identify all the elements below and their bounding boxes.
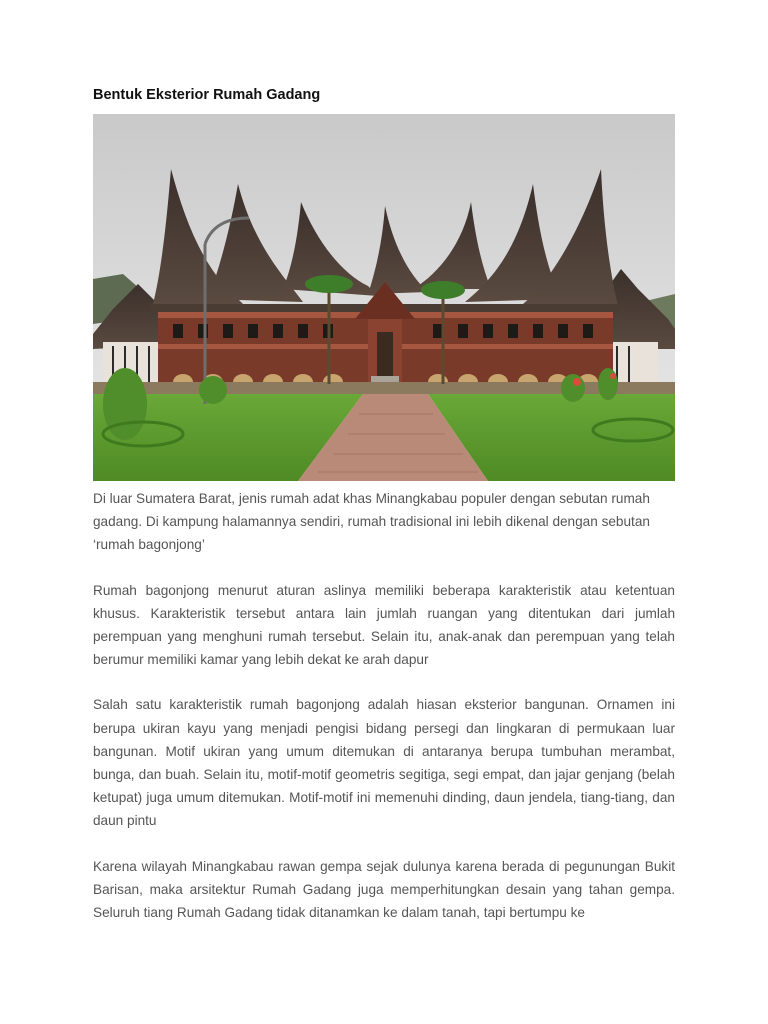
paragraph-2: Rumah bagonjong menurut aturan aslinya memiliki beberapa karakteristik atau ketentuan khusus. Karakteristik tersebut antara lain jumlah ruangan yang ditentukan dari jumlah perempuan yang menghuni rumah tersebut. Selain itu, anak-anak dan perempuan yang telah berumur memiliki kamar yang lebih dekat ke arah dapur: [93, 582, 675, 668]
paragraph-3: Salah satu karakteristik rumah bagonjong adalah hiasan eksterior bangunan. Ornamen ini berupa ukiran kayu yang menjadi pengisi bidang persegi dan lingkaran di permukaan luar bangunan. Motif ukiran yang umum ditemukan di antaranya berupa tumbuhan merambat, bunga, dan buah. Selain itu, motif-motif geometris segitiga, segi empat, dan jajar genjang (belah ketupat) juga umum ditemukan. Motif-motif ini memenuhi dinding, daun jendela, tiang-tiang, dan daun pintu: [93, 697, 675, 829]
paragraph-4: Karena wilayah Minangkabau rawan gempa sejak dulunya karena berada di pegunungan Bukit Barisan, maka arsitektur Rumah Gadang juga memperhitungkan desain yang tahan gempa. Seluruh tiang Rumah Gadang tidak ditanamkan ke dalam tanah, tapi bertumpu ke: [93, 858, 675, 921]
paragraph-1: Di luar Sumatera Barat, jenis rumah adat khas Minangkabau populer dengan sebutan rumah gadang. Di kampung halamannya sendiri, rumah tradisional ini lebih dikenal dengan sebutan ‘rumah bagonjong’: [93, 491, 650, 553]
document-page: [93, 84, 675, 924]
document-title: Bentuk Eksterior Rumah Gadang: [93, 87, 321, 103]
rumah-gadang-photo: [93, 114, 675, 481]
